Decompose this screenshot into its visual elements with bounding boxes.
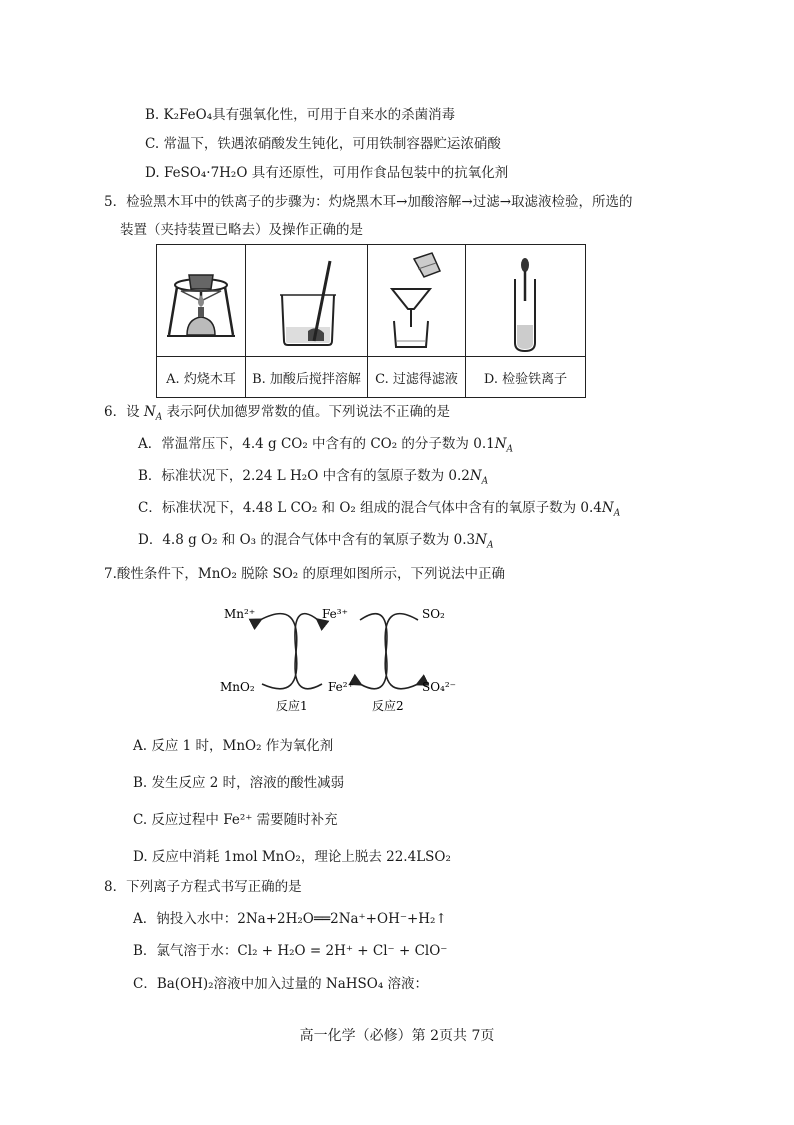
diagram-mn2: Mn²⁺ bbox=[224, 607, 256, 621]
diagram-mno2: MnO₂ bbox=[220, 680, 255, 694]
crucible-burner-icon bbox=[157, 245, 245, 356]
cell-c-image bbox=[368, 245, 466, 357]
diagram-fe3: Fe³⁺ bbox=[322, 607, 348, 621]
q8-option-b: B．氯气溶于水：Cl₂ + H₂O = 2H⁺ + Cl⁻ + ClO⁻ bbox=[133, 943, 448, 959]
q6-option-c: C．标准状况下，4.48 L CO₂ 和 O₂ 组成的混合气体中含有的氧原子数为 $0.4N_A$ bbox=[138, 500, 621, 519]
q7-stem: 7.酸性条件下，MnO₂ 脱除 SO₂ 的原理如图所示，下列说法中正确 bbox=[104, 566, 505, 582]
q7-option-b: B. 发生反应 2 时，溶液的酸性减弱 bbox=[133, 775, 345, 791]
q5-stem-line2: 装置（夹持装置已略去）及操作正确的是 bbox=[120, 222, 363, 238]
filtration-funnel-icon bbox=[368, 245, 465, 356]
q7-option-a: A. 反应 1 时，MnO₂ 作为氧化剂 bbox=[133, 738, 334, 754]
q4-option-b: B. K₂FeO₄具有强氧化性，可用于自来水的杀菌消毒 bbox=[145, 107, 456, 123]
diagram-fe2: Fe²⁺ bbox=[328, 680, 354, 694]
q8-stem: 8．下列离子方程式书写正确的是 bbox=[104, 879, 302, 895]
q4-option-c: C. 常温下，铁遇浓硝酸发生钝化，可用铁制容器贮运浓硝酸 bbox=[145, 136, 501, 152]
q8-option-a: A．钠投入水中：2Na+2H₂O══2Na⁺+OH⁻+H₂↑ bbox=[133, 911, 447, 927]
cell-b-caption: B. 加酸后搅拌溶解 bbox=[246, 357, 368, 398]
cell-b-image bbox=[246, 245, 368, 357]
cell-d-caption: D. 检验铁离子 bbox=[466, 357, 586, 398]
q6-option-d: D．4.8 g O₂ 和 O₃ 的混合气体中含有的氧原子数为 $0.3N_A$ bbox=[138, 532, 494, 551]
beaker-stirring-icon bbox=[246, 245, 367, 356]
cell-a-caption: A. 灼烧木耳 bbox=[157, 357, 246, 398]
q6-stem: 6．设 $N_A$ 表示阿伏加德罗常数的值。下列说法不正确的是 bbox=[104, 404, 450, 423]
q6-option-a: A．常温常压下，4.4 g CO₂ 中含有的 CO₂ 的分子数为 $0.1N_A$ bbox=[138, 436, 514, 455]
test-tube-dropper-icon bbox=[466, 245, 585, 356]
q7-reaction-diagram bbox=[210, 592, 470, 720]
q5-stem-line1: 5．检验黑木耳中的铁离子的步骤为：灼烧黑木耳→加酸溶解→过滤→取滤液检验，所选的 bbox=[104, 194, 633, 210]
diagram-so4: SO₄²⁻ bbox=[422, 680, 457, 694]
q7-option-d: D. 反应中消耗 1mol MnO₂，理论上脱去 22.4LSO₂ bbox=[133, 849, 451, 865]
q8-option-c: C．Ba(OH)₂溶液中加入过量的 NaHSO₄ 溶液： bbox=[133, 976, 429, 992]
diagram-reaction2: 反应2 bbox=[372, 699, 404, 713]
diagram-so2: SO₂ bbox=[422, 607, 445, 621]
cell-d-image bbox=[466, 245, 586, 357]
q7-option-c: C. 反应过程中 Fe²⁺ 需要随时补充 bbox=[133, 812, 338, 828]
q4-option-d: D. FeSO₄·7H₂O 具有还原性，可用作食品包装中的抗氧化剂 bbox=[145, 165, 509, 181]
diagram-reaction1: 反应1 bbox=[276, 699, 308, 713]
cell-a-image bbox=[157, 245, 246, 357]
q6-option-b: B．标准状况下，2.24 L H₂O 中含有的氢原子数为 $0.2N_A$ bbox=[138, 468, 489, 487]
page-footer: 高一化学（必修）第 2页共 7页 bbox=[299, 1028, 495, 1044]
cell-c-caption: C. 过滤得滤液 bbox=[368, 357, 466, 398]
q5-apparatus-table bbox=[156, 244, 586, 398]
